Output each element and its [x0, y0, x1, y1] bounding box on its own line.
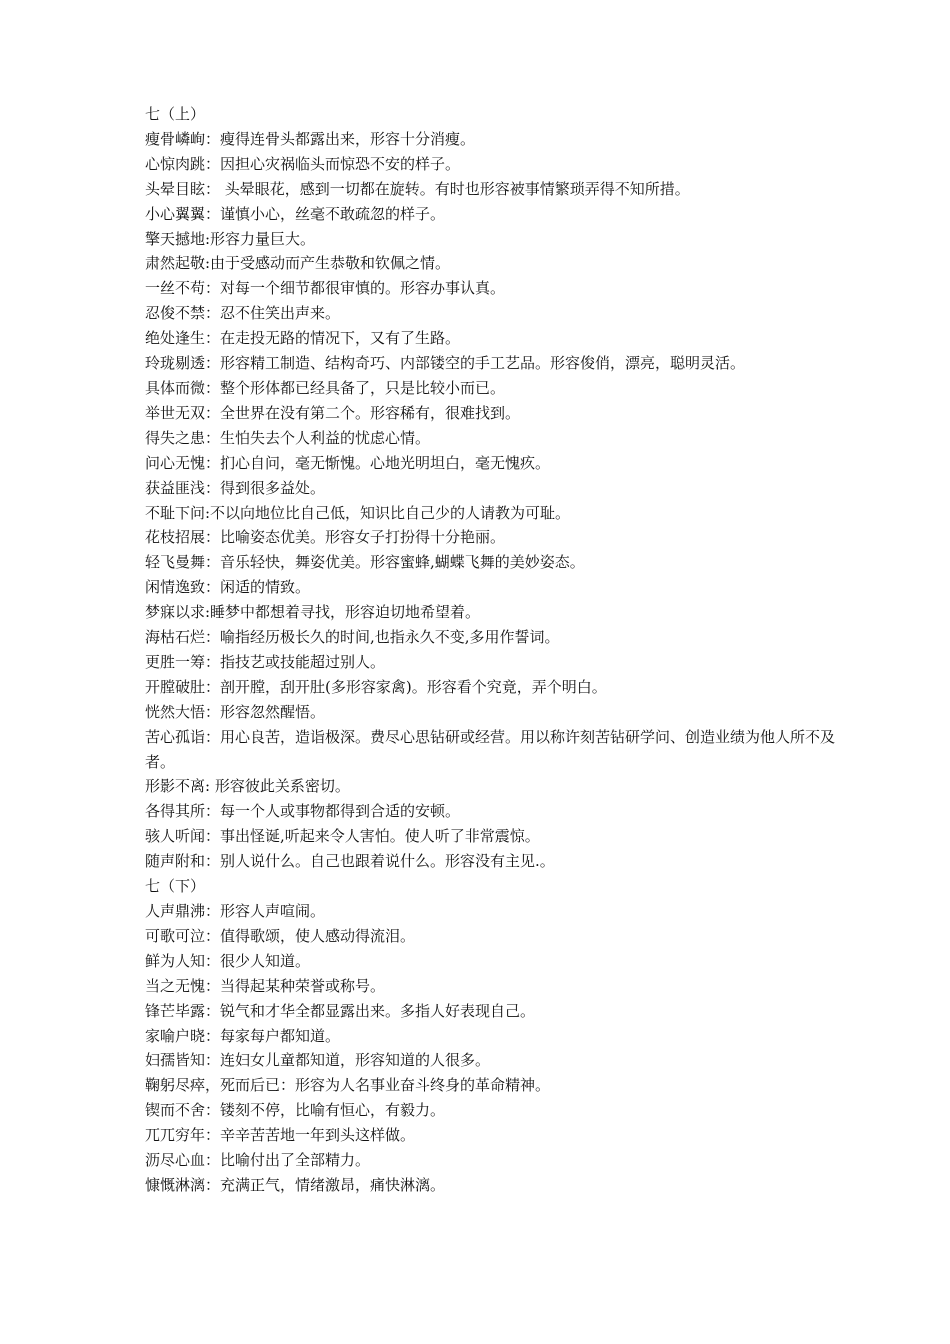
- idiom-entry: 当之无愧：当得起某种荣誉或称号。: [145, 976, 386, 995]
- section-heading-lower: 七（下）: [145, 877, 206, 896]
- idiom-entry: 得失之患：生怕失去个人利益的忧虑心情。: [145, 428, 431, 447]
- idiom-entry: 轻飞曼舞：音乐轻快，舞姿优美。形容蜜蜂,蝴蝶飞舞的美妙姿态。: [145, 553, 585, 572]
- idiom-entry: 可歌可泣：值得歌颂，使人感动得流泪。: [145, 926, 416, 945]
- idiom-entry: 闲情逸致：闲适的情致。: [145, 578, 311, 597]
- idiom-entry: 获益匪浅：得到很多益处。: [145, 478, 326, 497]
- idiom-entry: 更胜一筹：指技艺或技能超过别人。: [145, 652, 386, 671]
- idiom-entry: 不耻下问:不以向地位比自己低，知识比自己少的人请教为可耻。: [145, 503, 571, 522]
- idiom-entry: 瘦骨嶙峋：瘦得连骨头都露出来，形容十分消瘦。: [145, 129, 476, 148]
- idiom-entry: 心惊肉跳：因担心灾祸临头而惊恐不安的样子。: [145, 154, 461, 173]
- idiom-entry: 开膛破肚：剖开膛，刮开肚(多形容家禽)。形容看个究竟，弄个明白。: [145, 677, 607, 696]
- idiom-entry: 妇孺皆知：连妇女儿童都知道，形容知道的人很多。: [145, 1051, 491, 1070]
- document-page: [145, 102, 835, 1198]
- idiom-entry: 苦心孤诣：用心良苦，造诣极深。费尽心思钻研或经营。用以称许刻苦钻研学问、创造业绩为他人所不及者。: [145, 727, 836, 771]
- idiom-list-upper: [145, 127, 835, 874]
- idiom-entry: 海枯石烂：喻指经历极长久的时间,也指永久不变,多用作誓词。: [145, 628, 560, 647]
- idiom-entry: 骇人听闻：事出怪诞,听起来令人害怕。使人听了非常震惊。: [145, 827, 540, 846]
- idiom-entry: 各得其所：每一个人或事物都得到合适的安顿。: [145, 802, 461, 821]
- idiom-entry: 肃然起敬:由于受感动而产生恭敬和钦佩之情。: [145, 254, 451, 273]
- idiom-entry: 形影不离: 形容彼此关系密切。: [145, 777, 350, 796]
- idiom-entry: 人声鼎沸：形容人声喧闹。: [145, 902, 326, 920]
- idiom-entry: 锋芒毕露：锐气和才华全都显露出来。多指人好表现自己。: [145, 1001, 536, 1020]
- idiom-entry: 兀兀穷年：辛辛苦苦地一年到头这样做。: [145, 1126, 416, 1145]
- idiom-entry: 一丝不苟：对每一个细节都很审慎的。形容办事认真。: [145, 279, 506, 298]
- idiom-entry: 锲而不舍：镂刻不停，比喻有恒心，有毅力。: [145, 1101, 446, 1120]
- idiom-entry: 鲜为人知：很少人知道。: [145, 951, 311, 970]
- idiom-list-lower: [145, 899, 835, 1198]
- idiom-entry: 绝处逢生：在走投无路的情况下，又有了生路。: [145, 329, 461, 348]
- idiom-entry: 问心无愧：扪心自问，毫无惭愧。心地光明坦白，毫无愧疚。: [145, 453, 551, 472]
- idiom-entry: 举世无双：全世界在没有第二个。形容稀有，很难找到。: [145, 403, 521, 422]
- idiom-entry: 小心翼翼：谨慎小心，丝毫不敢疏忽的样子。: [145, 204, 446, 223]
- idiom-entry: 慷慨淋漓：充满正气，情绪激昂，痛快淋漓。: [145, 1175, 446, 1194]
- idiom-entry: 恍然大悟：形容忽然醒悟。: [145, 702, 326, 721]
- idiom-entry: 擎天撼地:形容力量巨大。: [145, 229, 316, 248]
- idiom-entry: 家喻户晓：每家每户都知道。: [145, 1026, 341, 1045]
- idiom-entry: 梦寐以求:睡梦中都想着寻找，形容迫切地希望着。: [145, 603, 481, 622]
- idiom-entry: 玲珑剔透：形容精工制造、结构奇巧、内部镂空的手工艺品。形容俊俏，漂亮，聪明灵活。: [145, 354, 746, 373]
- idiom-entry: 沥尽心血：比喻付出了全部精力。: [145, 1151, 371, 1170]
- idiom-entry: 花枝招展：比喻姿态优美。形容女子打扮得十分艳丽。: [145, 528, 506, 547]
- idiom-entry: 具体而微：整个形体都已经具备了，只是比较小而已。: [145, 378, 506, 397]
- idiom-entry: 鞠躬尽瘁，死而后已：形容为人名事业奋斗终身的革命精神。: [145, 1076, 551, 1095]
- idiom-entry: 头晕目眩： 头晕眼花，感到一切都在旋转。有时也形容被事情繁琐弄得不知所措。: [145, 179, 690, 198]
- idiom-entry: 忍俊不禁：忍不住笑出声来。: [145, 304, 341, 323]
- section-heading-upper: 七（上）: [145, 105, 206, 123]
- idiom-entry: 随声附和：别人说什么。自己也跟着说什么。形容没有主见.。: [145, 852, 555, 871]
